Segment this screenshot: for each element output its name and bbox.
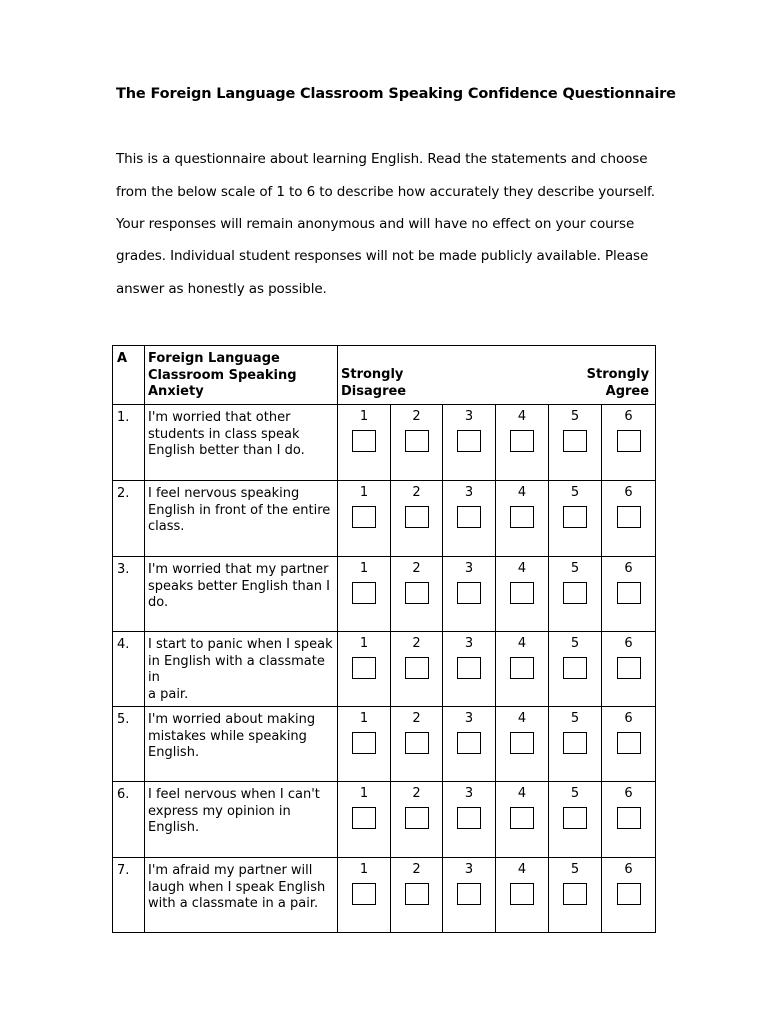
option-number: 3 [464,409,474,424]
intro-line: grades. Individual student responses will not be made publicly available. Please [116,248,649,264]
scale-option-3 [443,557,496,632]
answer-checkbox[interactable] [352,883,376,905]
answer-checkbox[interactable] [563,807,587,829]
answer-checkbox[interactable] [457,657,481,679]
item-number: 7. [113,858,145,933]
scale-option-6 [602,707,656,782]
answer-checkbox[interactable] [405,657,429,679]
answer-checkbox[interactable] [457,506,481,528]
option-number: 1 [359,409,369,424]
item-number: 4. [113,632,145,707]
scale-option-4 [496,481,549,557]
scale-option-3 [443,481,496,557]
option-number: 6 [624,409,633,424]
option-number: 1 [359,711,369,726]
option-number: 4 [517,409,527,424]
scale-option-1 [338,481,391,557]
intro-line: This is a questionnaire about learning English. Read the statements and choose [116,151,648,167]
item-statement: I start to panic when I speak in English with a classmate in a pair. [145,632,338,707]
option-number: 4 [517,561,527,576]
option-number: 4 [517,862,527,877]
scale-option-5 [549,481,602,557]
answer-checkbox[interactable] [510,883,534,905]
option-number: 5 [570,711,580,726]
table-row [113,782,656,858]
scale-strongly-agree: Strongly Agree [586,367,650,399]
answer-checkbox[interactable] [510,732,534,754]
scale-option-3 [443,632,496,707]
scale-option-3 [443,707,496,782]
option-number: 3 [464,711,474,726]
answer-checkbox[interactable] [352,506,376,528]
item-number: 1. [113,405,145,481]
option-number: 5 [570,409,580,424]
option-number: 1 [359,485,369,500]
scale-option-6 [602,632,656,707]
answer-checkbox[interactable] [457,883,481,905]
option-number: 3 [464,636,474,651]
scale-option-6 [602,782,656,858]
item-statement: I'm worried about making mistakes while speaking English. [145,707,338,782]
answer-checkbox[interactable] [405,883,429,905]
table-row [113,481,656,557]
item-statement: I'm worried that my partner speaks better English than I do. [145,557,338,632]
answer-checkbox[interactable] [563,582,587,604]
item-number: 5. [113,707,145,782]
scale-option-4 [496,405,549,481]
item-statement: I feel nervous speaking English in front of the entire class. [145,481,338,557]
answer-checkbox[interactable] [405,430,429,452]
table-row [113,707,656,782]
answer-checkbox[interactable] [563,883,587,905]
intro-line: from the below scale of 1 to 6 to describe how accurately they describe yourself. [116,184,655,200]
scale-option-1 [338,782,391,858]
answer-checkbox[interactable] [352,807,376,829]
answer-checkbox[interactable] [617,506,641,528]
scale-option-5 [549,632,602,707]
option-number: 1 [359,561,369,576]
scale-option-4 [496,782,549,858]
item-number: 2. [113,481,145,557]
option-number: 6 [624,561,633,576]
scale-option-6 [602,405,656,481]
option-number: 4 [517,786,527,801]
section-title: Foreign Language Classroom Speaking Anxiety [145,346,338,405]
answer-checkbox[interactable] [510,807,534,829]
option-number: 2 [412,711,421,726]
answer-checkbox[interactable] [617,883,641,905]
option-number: 6 [624,786,633,801]
scale-option-2 [391,782,443,858]
scale-option-3 [443,405,496,481]
option-number: 2 [412,862,421,877]
scale-option-1 [338,405,391,481]
scale-option-5 [549,405,602,481]
table-row [113,557,656,632]
option-number: 3 [464,485,474,500]
scale-option-3 [443,782,496,858]
option-number: 2 [412,786,421,801]
option-number: 3 [464,786,474,801]
scale-option-1 [338,632,391,707]
answer-checkbox[interactable] [457,732,481,754]
answer-checkbox[interactable] [457,807,481,829]
scale-option-6 [602,557,656,632]
option-number: 5 [570,862,580,877]
answer-checkbox[interactable] [457,430,481,452]
answer-checkbox[interactable] [510,506,534,528]
scale-option-3 [443,858,496,933]
option-number: 4 [517,711,527,726]
answer-checkbox[interactable] [405,807,429,829]
scale-option-2 [391,481,443,557]
scale-option-1 [338,557,391,632]
scale-option-2 [391,405,443,481]
option-number: 1 [359,786,369,801]
answer-checkbox[interactable] [563,430,587,452]
option-number: 6 [624,862,633,877]
table-row [113,632,656,707]
scale-option-2 [391,858,443,933]
option-number: 6 [624,711,633,726]
answer-checkbox[interactable] [563,732,587,754]
option-number: 2 [412,485,421,500]
scale-option-2 [391,557,443,632]
item-statement: I'm afraid my partner will laugh when I speak English with a classmate in a pair. [145,858,338,933]
answer-checkbox[interactable] [405,506,429,528]
answer-checkbox[interactable] [563,657,587,679]
scale-option-2 [391,632,443,707]
option-number: 5 [570,636,580,651]
option-number: 4 [517,485,527,500]
answer-checkbox[interactable] [617,657,641,679]
answer-checkbox[interactable] [510,430,534,452]
answer-checkbox[interactable] [352,582,376,604]
answer-checkbox[interactable] [457,582,481,604]
option-number: 1 [359,862,369,877]
scale-option-2 [391,707,443,782]
questionnaire-table [112,345,656,933]
scale-option-1 [338,707,391,782]
option-number: 1 [359,636,369,651]
answer-checkbox[interactable] [352,657,376,679]
table-row [113,858,656,933]
scale-header [338,346,656,405]
scale-option-5 [549,557,602,632]
option-number: 3 [464,561,474,576]
option-number: 2 [412,636,421,651]
scale-option-5 [549,782,602,858]
section-letter: A [113,346,145,405]
scale-option-1 [338,858,391,933]
answer-checkbox[interactable] [617,807,641,829]
intro-line: answer as honestly as possible. [116,281,327,297]
answer-checkbox[interactable] [352,732,376,754]
option-number: 6 [624,636,633,651]
answer-checkbox[interactable] [617,732,641,754]
answer-checkbox[interactable] [405,732,429,754]
option-number: 5 [570,786,580,801]
answer-checkbox[interactable] [405,582,429,604]
intro-line: Your responses will remain anonymous and will have no effect on your course [116,216,635,232]
item-statement: I feel nervous when I can't express my opinion in English. [145,782,338,858]
item-statement: I'm worried that other students in class speak English better than I do. [145,405,338,481]
scale-option-4 [496,557,549,632]
answer-checkbox[interactable] [617,430,641,452]
option-number: 5 [570,561,580,576]
table-row [113,405,656,481]
answer-checkbox[interactable] [510,657,534,679]
scale-option-5 [549,707,602,782]
item-number: 3. [113,557,145,632]
scale-strongly-disagree: Strongly Disagree [341,367,407,399]
scale-option-4 [496,858,549,933]
option-number: 2 [412,409,421,424]
item-number: 6. [113,782,145,858]
option-number: 3 [464,862,474,877]
scale-option-6 [602,481,656,557]
answer-checkbox[interactable] [563,506,587,528]
scale-option-4 [496,632,549,707]
scale-option-5 [549,858,602,933]
answer-checkbox[interactable] [352,430,376,452]
questionnaire-title: The Foreign Language Classroom Speaking Confidence Questionnaire [116,86,676,102]
option-number: 2 [412,561,421,576]
answer-checkbox[interactable] [617,582,641,604]
answer-checkbox[interactable] [510,582,534,604]
scale-option-4 [496,707,549,782]
table-header-row [113,346,656,405]
option-number: 6 [624,485,633,500]
option-number: 4 [517,636,527,651]
scale-option-6 [602,858,656,933]
option-number: 5 [570,485,580,500]
